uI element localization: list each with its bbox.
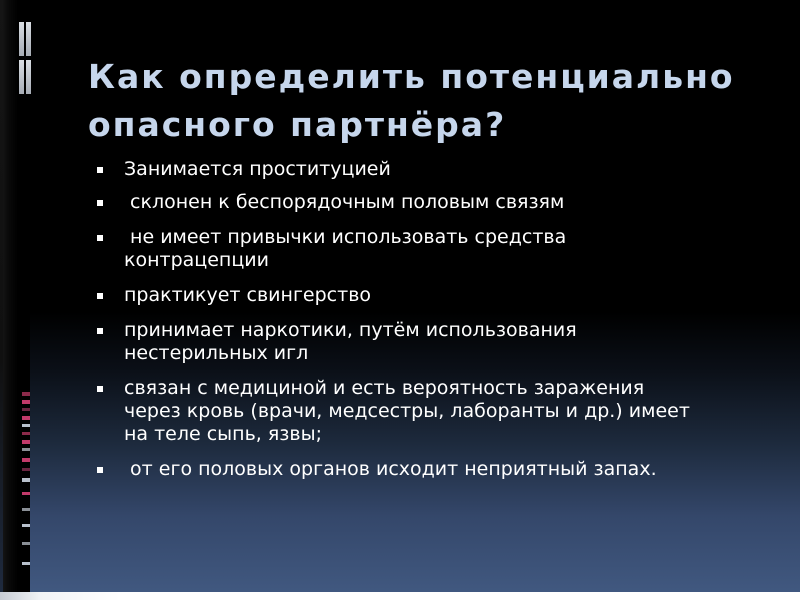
color-tick — [22, 458, 30, 462]
color-tick — [22, 468, 30, 471]
color-tick — [22, 416, 30, 420]
list-item-text: через кровь (врачи, медсестры, лаборанты и др.) имеет — [124, 400, 690, 422]
color-tick — [22, 508, 30, 511]
color-tick — [22, 432, 30, 435]
list-item-text: склонен к беспорядочным половым связям — [124, 191, 565, 213]
list-item — [96, 458, 756, 481]
bullet-icon — [97, 293, 103, 299]
grid-cell — [26, 60, 31, 94]
color-tick — [22, 424, 30, 427]
decorative-grid — [19, 22, 35, 96]
color-tick — [22, 562, 30, 565]
list-item-text: практикует свингерство — [124, 284, 372, 306]
title-line: опасного партнёра? — [88, 105, 507, 144]
color-tick — [22, 524, 30, 527]
color-tick — [22, 542, 30, 545]
bullet-icon — [97, 235, 103, 241]
slide-title — [88, 53, 768, 149]
color-tick — [22, 492, 30, 495]
list-item — [96, 284, 756, 307]
bottom-strip — [0, 592, 800, 600]
color-tick — [22, 440, 30, 444]
list-item-text: не имеет привычки использовать средства — [124, 226, 567, 248]
bullet-icon — [97, 386, 103, 392]
list-item — [96, 226, 756, 272]
bullet-list — [96, 158, 756, 481]
list-item-text: от его половых органов исходит неприятный запах. — [124, 458, 657, 480]
list-item — [96, 377, 756, 446]
left-edge-line — [0, 0, 3, 600]
list-item-text: связан с медициной и есть вероятность заражения — [124, 377, 645, 399]
bullet-icon — [97, 200, 103, 206]
color-tick — [22, 448, 30, 451]
list-item — [96, 191, 756, 214]
bullet-icon — [97, 467, 103, 473]
grid-cell — [19, 22, 24, 56]
grid-cell — [19, 60, 24, 94]
color-tick — [22, 478, 30, 482]
title-line: Как определить потенциально — [88, 57, 735, 96]
bullet-icon — [97, 167, 103, 173]
color-tick — [22, 392, 30, 396]
list-item-text: на теле сыпь, язвы; — [124, 423, 323, 445]
list-item-text: принимает наркотики, путём использования — [124, 319, 577, 341]
list-item-text: контрацепции — [124, 249, 269, 271]
list-item-text: Занимается проституцией — [124, 158, 391, 180]
color-tick — [22, 408, 30, 411]
list-item-text: нестерильных игл — [124, 342, 309, 364]
grid-cell — [26, 22, 31, 56]
decorative-color-ticks — [22, 392, 32, 592]
bullet-icon — [97, 328, 103, 334]
color-tick — [22, 400, 30, 404]
list-item — [96, 319, 756, 365]
list-item — [96, 158, 756, 181]
